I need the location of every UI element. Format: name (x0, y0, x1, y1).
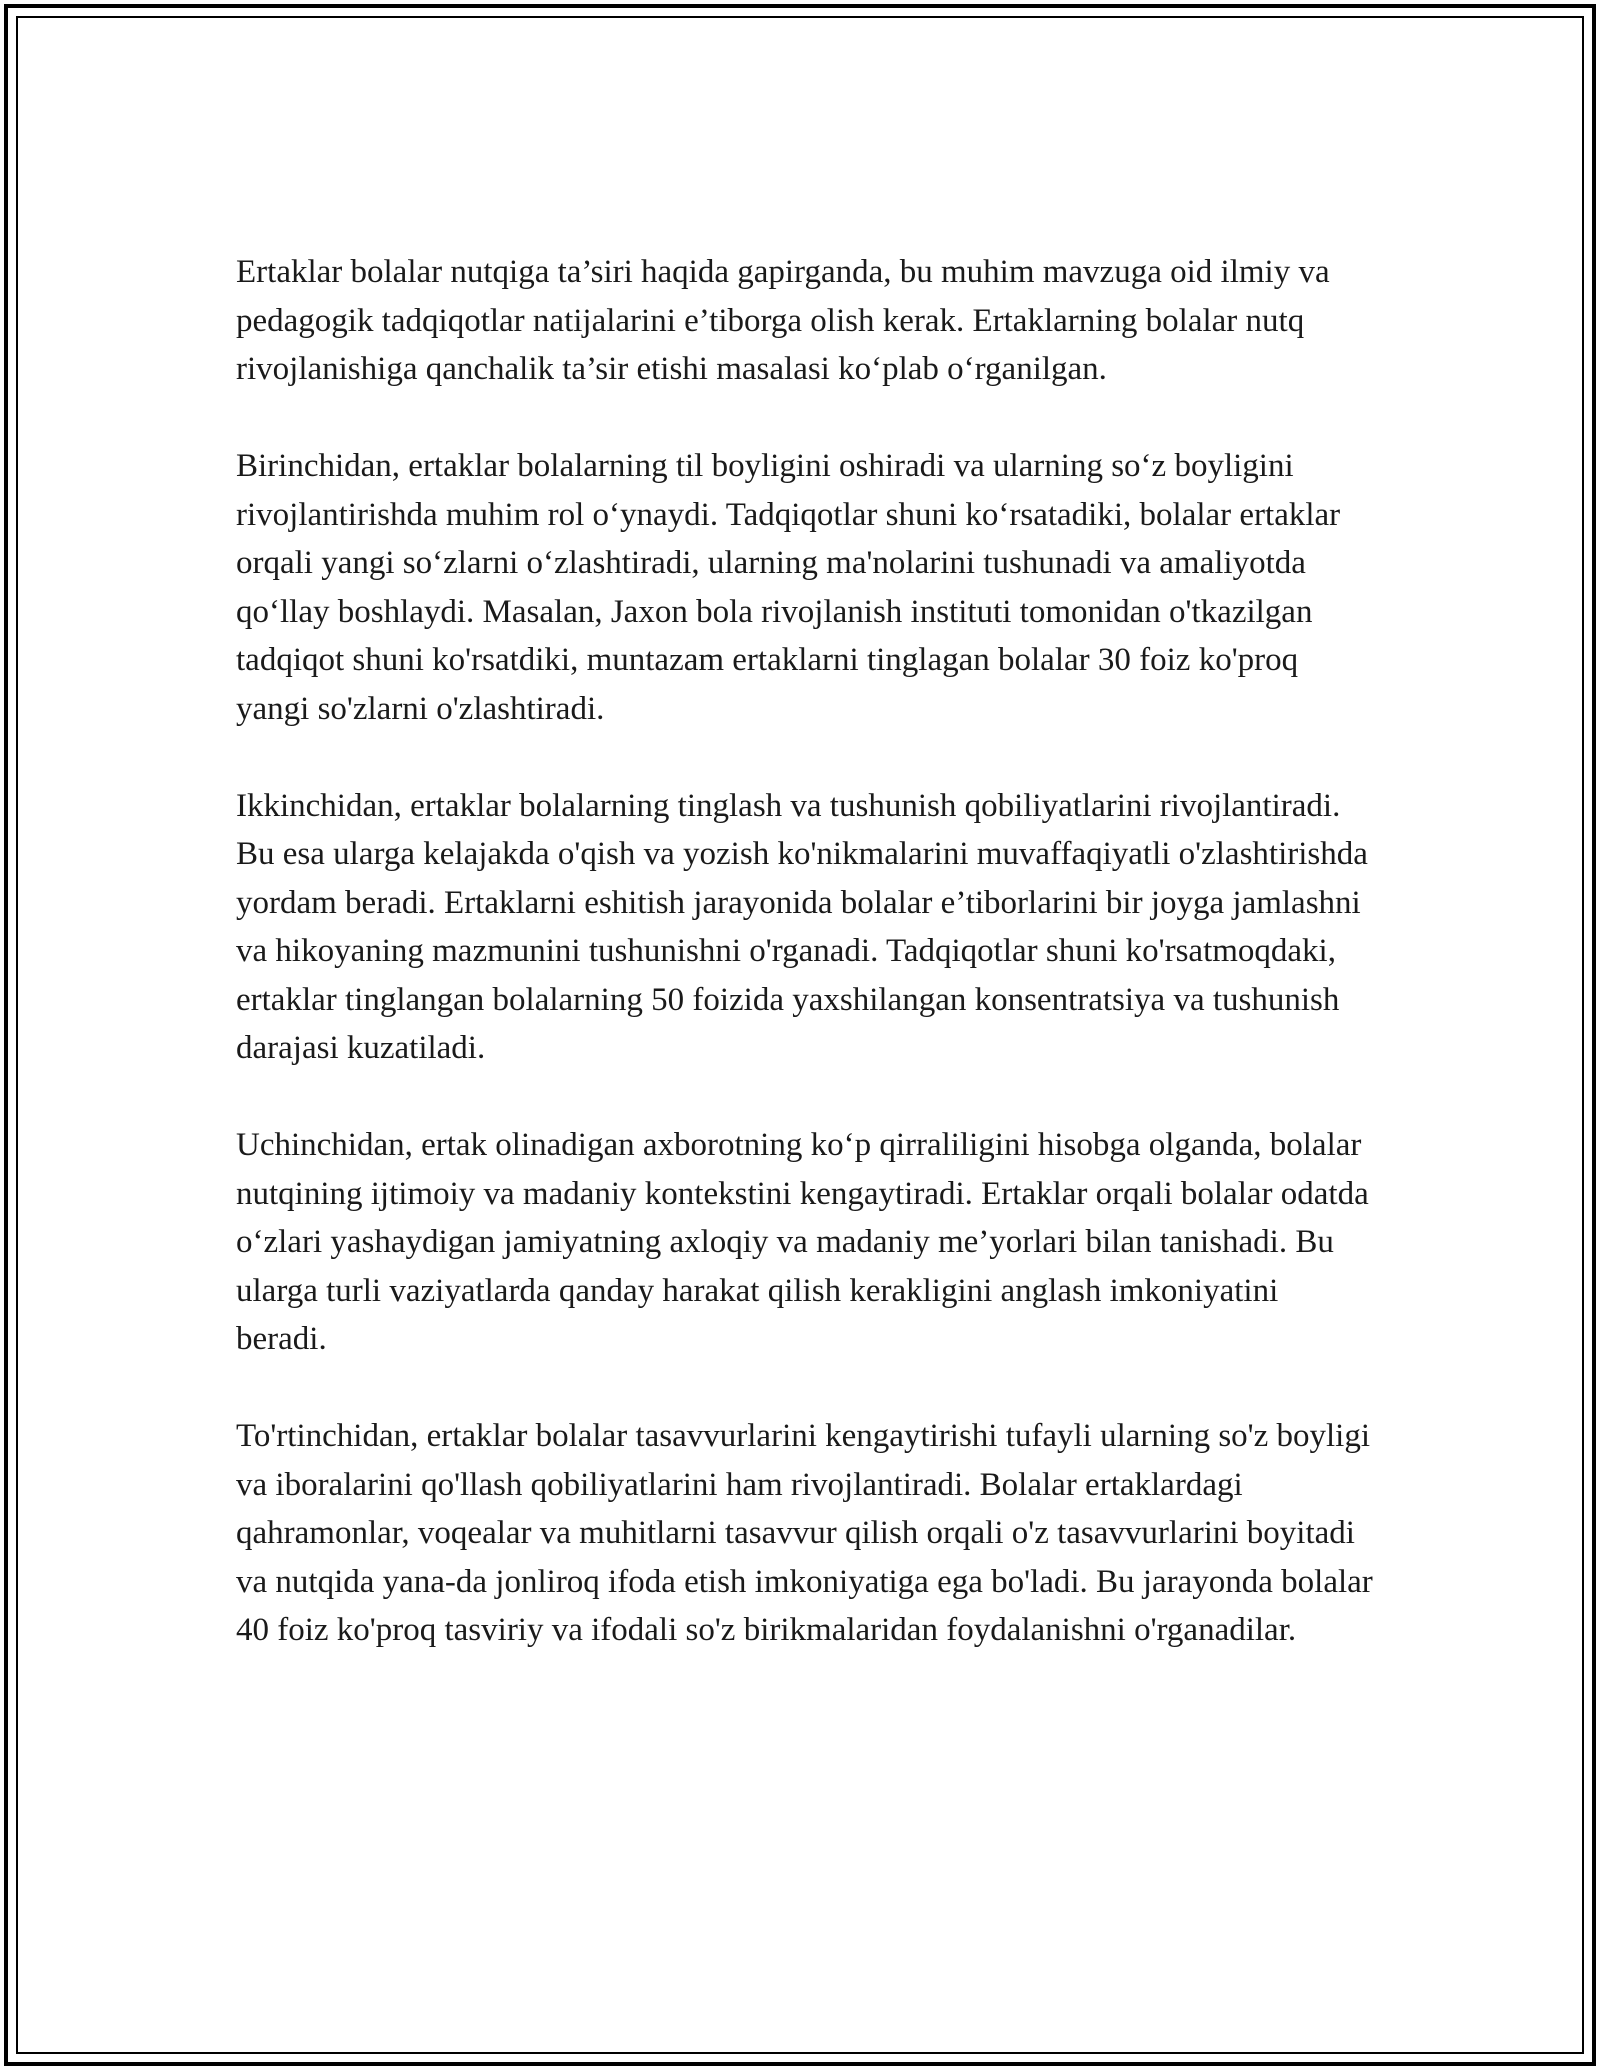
paragraph-first: Birinchidan, ertaklar bolalarning til boyligini oshiradi va ularning so‘z boyligini rivojlantirishda muhim rol o‘ynaydi. Tadqiqotlar shuni ko‘rsatadiki, bolalar ertaklar orqali yangi so‘zlarni o‘zlashtiradi, ularning ma'nolarini tushunadi va amaliyotda qo‘llay boshlaydi. Masalan, Jaxon bola rivojlanish instituti tomonidan o'tkazilgan tadqiqot shuni ko'rsatdiki, muntazam ertaklarni tinglagan bolalar 30 foiz ko'proq yangi so'zlarni o'zlashtiradi. (236, 448, 1341, 727)
paragraph-intro: Ertaklar bolalar nutqiga ta’siri haqida gapirganda, bu muhim mavzuga oid ilmiy va pedagogik tadqiqotlar natijalarini e’tiborga olish kerak. Ertaklarning bolalar nutq rivojlanishiga qanchalik ta’sir etishi masalasi ko‘plab o‘rganilgan. (236, 254, 1330, 387)
document-body (236, 248, 1376, 1703)
paragraph-fourth: To'rtinchidan, ertaklar bolalar tasavvurlarini kengaytirishi tufayli ularning so'z boyligi va iboralarini qo'llash qobiliyatlarini ham rivojlantiradi. Bolalar ertaklardagi qahramonlar, voqealar va muhitlarni tasavvur qilish orqali o'z tasavvurlarini boyitadi va nutqida yana-da jonliroq ifoda etish imkoniyatiga ega bo'ladi. Bu jarayonda bolalar 40 foiz ko'proq tasviriy va ifodali so'z birikmalaridan foydalanishni o'rganadilar. (236, 1418, 1373, 1648)
paragraph-second: Ikkinchidan, ertaklar bolalarning tinglash va tushunish qobiliyatlarini rivojlantiradi. Bu esa ularga kelajakda o'qish va yozish ko'nikmalarini muvaffaqiyatli o'zlashtirishda yordam beradi. Ertaklarni eshitish jarayonida bolalar e’tiborlarini bir joyga jamlashni va hikoyaning mazmunini tushunishni o'rganadi. Tadqiqotlar shuni ko'rsatmoqdaki, ertaklar tinglangan bolalarning 50 foizida yaxshilangan konsentratsiya va tushunish darajasi kuzatiladi. (236, 787, 1368, 1066)
paragraph-third: Uchinchidan, ertak olinadigan axborotning ko‘p qirraliligini hisobga olganda, bolalar nutqining ijtimoiy va madaniy kontekstini kengaytiradi. Ertaklar orqali bolalar odatda o‘zlari yashaydigan jamiyatning axloqiy va madaniy me’yorlari bilan tanishadi. Bu ularga turli vaziyatlarda qanday harakat qilish kerakligini anglash imkoniyatini beradi. (236, 1127, 1369, 1357)
